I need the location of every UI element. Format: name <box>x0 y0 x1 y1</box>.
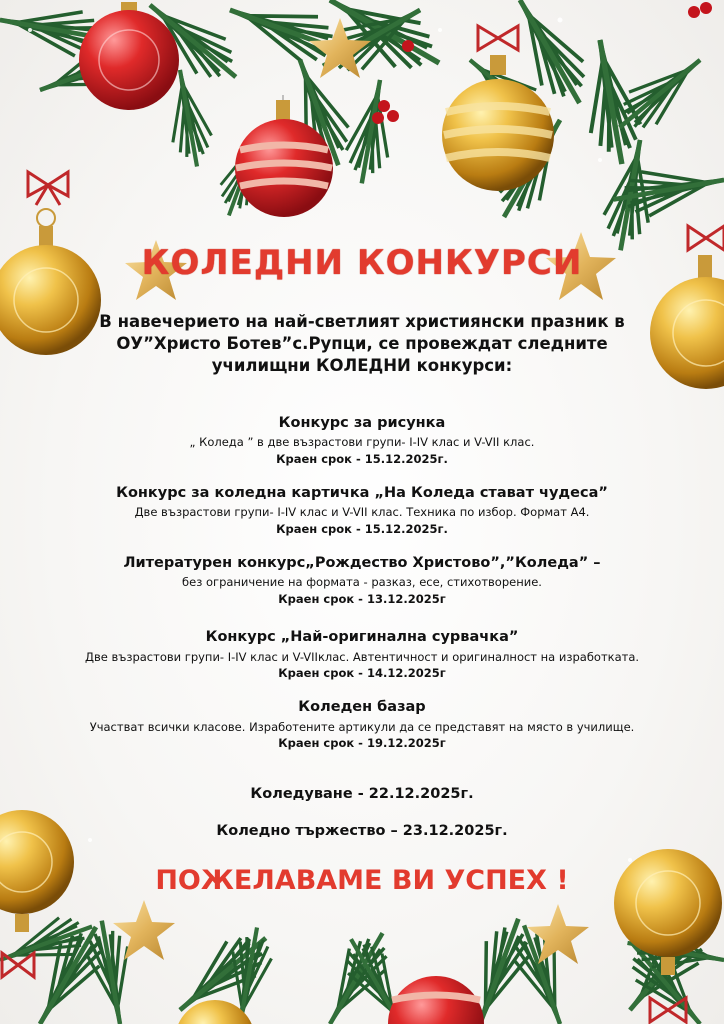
contest-desc-drawing: „ Коледа ” в две възрастови групи- I-IV клас и V-VII клас. <box>189 435 535 449</box>
bottom-garland <box>0 908 724 1024</box>
star-bottom-left <box>113 900 175 960</box>
ornament-red-bottom <box>388 976 484 1024</box>
contest-title-drawing: Конкурс за рисунка <box>278 415 446 431</box>
contest-desc-survachka: Две възрастови групи- I-IV клас и V-VIIклас. Автентичност и оригиналност на изработката. <box>84 650 640 664</box>
contest-deadline-bazaar: Краен срок - 19.12.2025г <box>278 736 446 750</box>
bow-left <box>28 172 68 205</box>
bow-bottom-right <box>650 998 686 1022</box>
wish-text: ПОЖЕЛАВАМЕ ВИ УСПЕХ ! <box>155 865 569 896</box>
intro-text: В навечерието на най-светлият християнски празник в ОУ”Христо Ботев”с.Рупци, се провеждат следните училищни КОЛЕДНИ конкурси: <box>99 312 625 375</box>
contest-deadline-drawing: Краен срок - 15.12.2025г. <box>276 452 448 466</box>
contest-deadline-survachka: Краен срок - 14.12.2025г <box>278 666 446 680</box>
contest-desc-bazaar: Участват всички класове. Изработените артикули да се представят на място в училище. <box>89 720 635 734</box>
contest-deadline-literature: Краен срок - 13.12.2025г <box>278 592 446 606</box>
caroling-date: Коледуване - 22.12.2025г. <box>250 786 474 802</box>
page-title: КОЛЕДНИ КОНКУРСИ <box>141 243 583 283</box>
contest-title-card: Конкурс за коледна картичка „На Коледа стават чудеса” <box>116 485 608 501</box>
contest-title-literature: Литературен конкурс„Рождество Христово”,”Коледа” – <box>123 555 601 571</box>
bow-top <box>478 26 518 50</box>
celebration-date: Коледно тържество – 23.12.2025г. <box>216 823 508 839</box>
contest-desc-literature: без ограничение на формата - разказ, есе, стихотворение. <box>182 575 542 589</box>
contest-title-survachka: Конкурс „Най-оригинална сурвачка” <box>205 629 519 645</box>
contest-desc-card: Две възрастови групи- I-IV клас и V-VII клас. Техника по избор. Формат А4. <box>134 505 590 519</box>
contest-title-bazaar: Коледен базар <box>298 699 426 715</box>
contest-deadline-card: Краен срок - 15.12.2025г. <box>276 522 448 536</box>
